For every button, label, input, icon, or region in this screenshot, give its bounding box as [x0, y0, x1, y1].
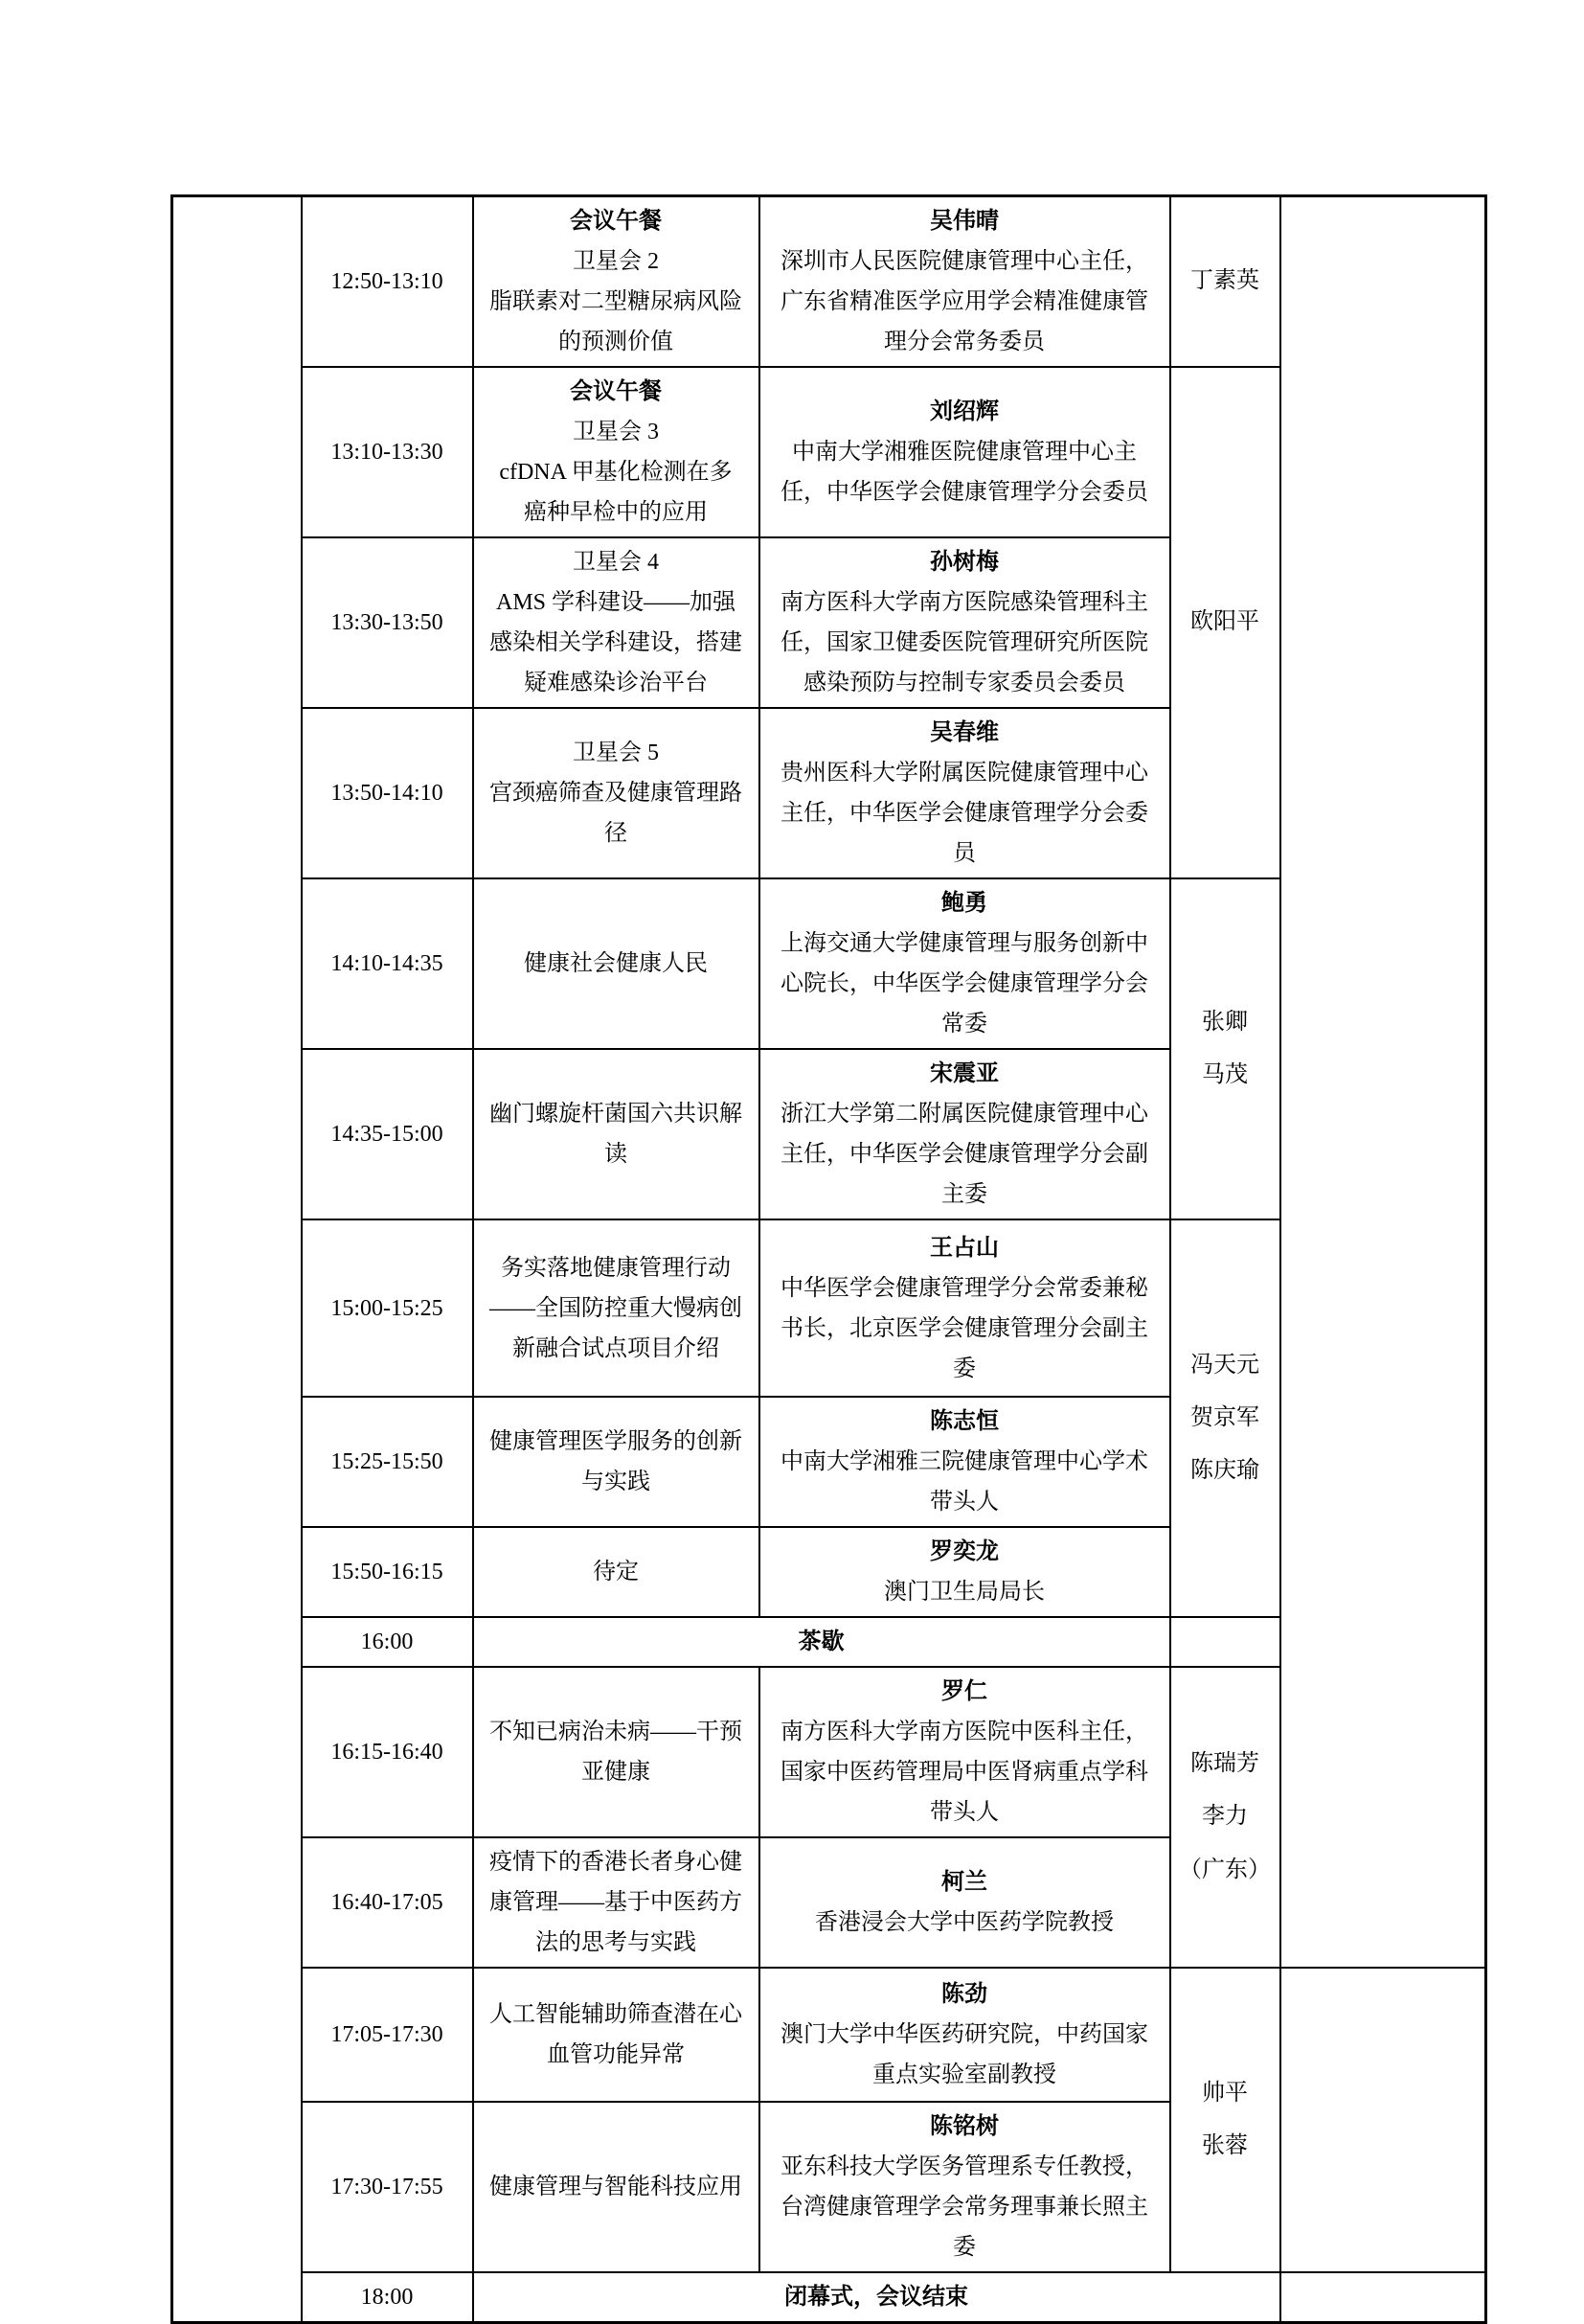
- moderator-name: 陈庆瑜: [1190, 1458, 1259, 1484]
- topic-line: cfDNA 甲基化检测在多癌种早检中的应用: [499, 460, 733, 525]
- speaker-bio: 亚东科技大学医务管理系专任教授，台湾健康管理学会常务理事兼长照主委: [781, 2154, 1148, 2260]
- topic-cell: [473, 878, 759, 1049]
- speaker-bio: 中华医学会健康管理学分会常委兼秘书长，北京医学会健康管理分会副主委: [781, 1275, 1148, 1381]
- speaker-bio: 中南大学湘雅医院健康管理中心主任，中华医学会健康管理学分会委员: [781, 440, 1148, 505]
- time-cell: 17:05-17:30: [302, 1968, 473, 2102]
- speaker-cell: [759, 1837, 1170, 1968]
- speaker-name: 孙树梅: [930, 550, 999, 575]
- time-cell: 16:40-17:05: [302, 1837, 473, 1968]
- speaker-cell: [759, 1049, 1170, 1219]
- moderator-name: 张卿: [1202, 1009, 1248, 1035]
- time-cell: 13:10-13:30: [302, 367, 473, 537]
- right-spacer-cell: [1280, 1968, 1486, 2272]
- speaker-cell: [759, 2102, 1170, 2272]
- topic-line: 健康管理医学服务的创新与实践: [489, 1429, 742, 1494]
- moderator-name: 贺京军: [1190, 1404, 1259, 1430]
- topic-cell: [473, 1397, 759, 1527]
- speaker-name: 陈铭树: [930, 2114, 999, 2139]
- speaker-bio: 南方医科大学南方医院中医科主任，国家中医药管理局中医肾病重点学科带头人: [781, 1720, 1148, 1825]
- time-cell: 16:00: [302, 1617, 473, 1667]
- speaker-cell: [759, 196, 1170, 368]
- moderator-cell: [1170, 1219, 1280, 1617]
- topic-header: 会议午餐: [570, 209, 662, 234]
- right-spacer-cell: [1280, 196, 1486, 1969]
- time-cell: 16:15-16:40: [302, 1667, 473, 1837]
- speaker-name: 刘绍辉: [930, 399, 999, 424]
- moderator-name: 李力: [1202, 1804, 1248, 1830]
- speaker-name: 鲍勇: [941, 891, 987, 916]
- topic-line: 疫情下的香港长者身心健康管理——基于中医药方法的思考与实践: [489, 1850, 742, 1955]
- moderator-name: 丁素英: [1190, 268, 1259, 294]
- speaker-bio: 浙江大学第二附属医院健康管理中心主任，中华医学会健康管理学分会副主委: [781, 1102, 1148, 1207]
- moderator-cell: [1170, 1968, 1280, 2272]
- time-cell: 13:30-13:50: [302, 537, 473, 708]
- topic-cell: [473, 537, 759, 708]
- speaker-bio: 澳门卫生局局长: [884, 1580, 1045, 1605]
- time-cell: 15:00-15:25: [302, 1219, 473, 1397]
- speaker-cell: [759, 367, 1170, 537]
- topic-line: 宫颈癌筛查及健康管理路径: [489, 781, 742, 846]
- topic-line: AMS 学科建设——加强感染相关学科建设，搭建疑难感染诊治平台: [489, 590, 742, 695]
- speaker-bio: 深圳市人民医院健康管理中心主任，广东省精准医学应用学会精准健康管理分会常务委员: [781, 249, 1148, 354]
- moderator-cell: [1170, 1667, 1280, 1968]
- speaker-cell: [759, 1968, 1170, 2102]
- closing-event-cell: 闭幕式，会议结束: [473, 2272, 1280, 2323]
- speaker-bio: 中南大学湘雅三院健康管理中心学术带头人: [781, 1449, 1148, 1515]
- speaker-bio: 上海交通大学健康管理与服务创新中心院长，中华医学会健康管理学分会常委: [781, 931, 1148, 1037]
- topic-line: 健康社会健康人民: [524, 951, 708, 976]
- topic-line: 卫星会 3: [573, 420, 659, 444]
- speaker-bio: 贵州医科大学附属医院健康管理中心主任，中华医学会健康管理学分会委员: [781, 761, 1148, 866]
- moderator-cell: [1170, 1617, 1280, 1667]
- conference-schedule-table: [170, 194, 1487, 2324]
- speaker-bio: 香港浸会大学中医药学院教授: [815, 1910, 1114, 1935]
- speaker-cell: [759, 1667, 1170, 1837]
- time-cell: 15:25-15:50: [302, 1397, 473, 1527]
- moderator-name: 张蓉: [1202, 2133, 1248, 2158]
- moderator-name: 帅平: [1202, 2080, 1248, 2106]
- topic-line: 卫星会 4: [573, 550, 659, 575]
- topic-cell: [473, 1837, 759, 1968]
- speaker-cell: [759, 878, 1170, 1049]
- topic-line: 脂联素对二型糖尿病风险的预测价值: [489, 289, 742, 354]
- topic-cell: [473, 367, 759, 537]
- topic-header: 会议午餐: [570, 379, 662, 404]
- speaker-name: 柯兰: [941, 1870, 987, 1895]
- speaker-bio: 澳门大学中华医药研究院，中药国家重点实验室副教授: [781, 2022, 1148, 2087]
- topic-line: 健康管理与智能科技应用: [489, 2175, 742, 2199]
- topic-line: 人工智能辅助筛查潜在心血管功能异常: [489, 2002, 742, 2067]
- speaker-name: 王占山: [930, 1235, 999, 1261]
- speaker-name: 吴春维: [930, 720, 999, 745]
- time-cell: 14:35-15:00: [302, 1049, 473, 1219]
- moderator-name: 欧阳平: [1190, 609, 1259, 635]
- speaker-name: 宋震亚: [930, 1061, 999, 1086]
- topic-line: 卫星会 5: [573, 740, 659, 765]
- speaker-name: 吴伟晴: [930, 209, 999, 234]
- moderator-cell: [1170, 367, 1280, 878]
- schedule-row: [172, 196, 1486, 368]
- time-cell: 14:10-14:35: [302, 878, 473, 1049]
- topic-line: 务实落地健康管理行动——全国防控重大慢病创新融合试点项目介绍: [489, 1255, 742, 1361]
- time-cell: 12:50-13:10: [302, 196, 473, 368]
- moderator-name: 冯天元: [1190, 1352, 1259, 1378]
- topic-cell: [473, 1219, 759, 1397]
- time-cell: 18:00: [302, 2272, 473, 2323]
- moderator-cell: [1170, 196, 1280, 368]
- topic-cell: [473, 196, 759, 368]
- topic-cell: [473, 1049, 759, 1219]
- topic-cell: [473, 1527, 759, 1617]
- speaker-name: 陈志恒: [930, 1409, 999, 1434]
- moderator-cell: [1170, 878, 1280, 1219]
- left-spacer-cell: [172, 196, 302, 2323]
- speaker-cell: [759, 708, 1170, 878]
- time-cell: 17:30-17:55: [302, 2102, 473, 2272]
- topic-line: 卫星会 2: [573, 249, 659, 274]
- topic-line: 幽门螺旋杆菌国六共识解读: [489, 1102, 742, 1167]
- topic-line: 待定: [593, 1560, 639, 1584]
- speaker-name: 罗奕龙: [930, 1539, 999, 1564]
- time-cell: 13:50-14:10: [302, 708, 473, 878]
- moderator-name: （广东）: [1179, 1857, 1271, 1882]
- speaker-cell: [759, 1527, 1170, 1617]
- topic-cell: [473, 1667, 759, 1837]
- moderator-name: 马茂: [1202, 1062, 1248, 1087]
- topic-cell: [473, 2102, 759, 2272]
- schedule-row: [172, 2272, 1486, 2323]
- speaker-bio: 南方医科大学南方医院感染管理科主任，国家卫健委医院管理研究所医院感染预防与控制专家委员会委员: [781, 590, 1148, 695]
- right-spacer-cell: [1280, 2272, 1486, 2323]
- speaker-name: 罗仁: [941, 1679, 987, 1704]
- topic-cell: [473, 708, 759, 878]
- speaker-name: 陈劲: [941, 1982, 987, 2007]
- schedule-row: [172, 1968, 1486, 2102]
- speaker-cell: [759, 537, 1170, 708]
- speaker-cell: [759, 1397, 1170, 1527]
- time-cell: 15:50-16:15: [302, 1527, 473, 1617]
- topic-cell: [473, 1968, 759, 2102]
- speaker-cell: [759, 1219, 1170, 1397]
- moderator-name: 陈瑞芳: [1190, 1751, 1259, 1777]
- break-event-cell: 茶歇: [473, 1617, 1170, 1667]
- topic-line: 不知已病治未病——干预亚健康: [489, 1720, 742, 1785]
